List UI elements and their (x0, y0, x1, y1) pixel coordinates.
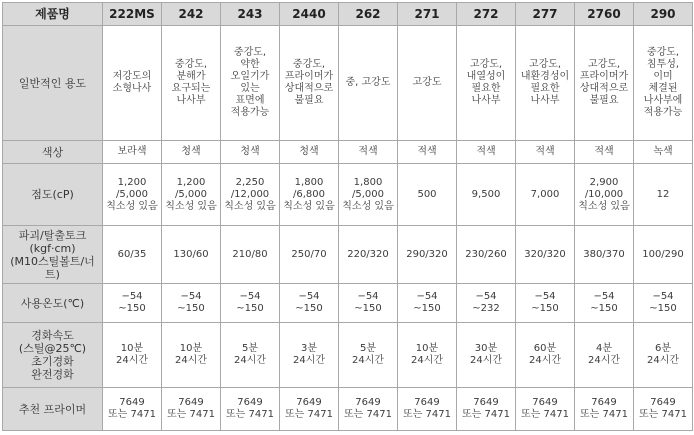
table-cell: 60/35 (103, 226, 162, 284)
table-cell: 중강도, 침투성, 이미 체결된 나사부에 적용가능 (634, 26, 693, 141)
table-cell: 30분 24시간 (457, 322, 516, 388)
table-cell: 중강도, 프라이머가 상대적으로 불필요 (280, 26, 339, 141)
table-cell: 1,800 /5,000 칙소성 있음 (339, 164, 398, 226)
table-cell: 1,800 /6,800 칙소성 있음 (280, 164, 339, 226)
table-cell: −54 ~150 (398, 284, 457, 322)
table-cell: 청색 (162, 141, 221, 164)
product-column-header: 262 (339, 3, 398, 26)
table-cell: 중강도, 분해가 요구되는 나사부 (162, 26, 221, 141)
table-cell: 중강도, 약한 오일기가 있는 표면에 적용가능 (221, 26, 280, 141)
table-cell: 100/290 (634, 226, 693, 284)
table-row-primer (3, 388, 693, 431)
table-cell: −54 ~150 (162, 284, 221, 322)
product-column-header: 2760 (575, 3, 634, 26)
table-cell: 녹색 (634, 141, 693, 164)
table-cell: 고강도, 내열성이 필요한 나사부 (457, 26, 516, 141)
table-cell: 380/370 (575, 226, 634, 284)
table-cell: 7,000 (516, 164, 575, 226)
table-cell: 5분 24시간 (339, 322, 398, 388)
table-cell: 적색 (575, 141, 634, 164)
table-cell: −54 ~232 (457, 284, 516, 322)
table-cell: 5분 24시간 (221, 322, 280, 388)
table-cell: 적색 (457, 141, 516, 164)
table-cell: 9,500 (457, 164, 516, 226)
table-cell: 청색 (280, 141, 339, 164)
table-cell: 290/320 (398, 226, 457, 284)
table-cell: 7649 또는 7471 (634, 388, 693, 431)
table-cell: 적색 (516, 141, 575, 164)
table-row-usage (3, 26, 693, 141)
product-column-header: 222MS (103, 3, 162, 26)
product-column-header: 272 (457, 3, 516, 26)
product-column-header: 290 (634, 3, 693, 26)
table-cell: 500 (398, 164, 457, 226)
table-cell: −54 ~150 (103, 284, 162, 322)
table-cell: 7649 또는 7471 (162, 388, 221, 431)
table-cell: 2,250 /12,000 칙소성 있음 (221, 164, 280, 226)
table-cell: 6분 24시간 (634, 322, 693, 388)
product-column-header: 243 (221, 3, 280, 26)
table-cell: −54 ~150 (575, 284, 634, 322)
table-cell: 고강도 (398, 26, 457, 141)
table-cell: 청색 (221, 141, 280, 164)
table-cell: 7649 또는 7471 (103, 388, 162, 431)
table-cell: 7649 또는 7471 (398, 388, 457, 431)
table-cell: 230/260 (457, 226, 516, 284)
row-label-color: 색상 (3, 141, 103, 164)
table-cell: 4분 24시간 (575, 322, 634, 388)
table-cell: 12 (634, 164, 693, 226)
row-label-usage: 일반적인 용도 (3, 26, 103, 141)
table-row-color (3, 141, 693, 164)
table-cell: −54 ~150 (339, 284, 398, 322)
product-column-header: 277 (516, 3, 575, 26)
product-column-header: 2440 (280, 3, 339, 26)
table-cell: 7649 또는 7471 (457, 388, 516, 431)
table-cell: 7649 또는 7471 (221, 388, 280, 431)
table-cell: 320/320 (516, 226, 575, 284)
row-label-viscosity: 점도(cP) (3, 164, 103, 226)
row-label-primer: 추천 프라이머 (3, 388, 103, 431)
product-column-header: 271 (398, 3, 457, 26)
table-cell: 10분 24시간 (103, 322, 162, 388)
table-row-temperature (3, 284, 693, 322)
table-cell: 7649 또는 7471 (575, 388, 634, 431)
table-cell: 고강도, 프라이머가 상대적으로 불필요 (575, 26, 634, 141)
table-row-torque (3, 226, 693, 284)
row-label-torque: 파괴/탈출토크(kgf·cm) (M10스틸볼트/너트) (3, 226, 103, 284)
table-cell: 보라색 (103, 141, 162, 164)
table-cell: 60분 24시간 (516, 322, 575, 388)
table-cell: 250/70 (280, 226, 339, 284)
table-row-cure (3, 322, 693, 388)
table-cell: 130/60 (162, 226, 221, 284)
row-label-cure: 경화속도 (스틸@25℃) 초기경화 완전경화 (3, 322, 103, 388)
table-row-viscosity (3, 164, 693, 226)
table-cell: 중, 고강도 (339, 26, 398, 141)
product-name-header: 제품명 (3, 3, 103, 26)
table-cell: 고강도, 내환경성이 필요한 나사부 (516, 26, 575, 141)
table-cell: 220/320 (339, 226, 398, 284)
table-cell: 210/80 (221, 226, 280, 284)
table-cell: 3분 24시간 (280, 322, 339, 388)
table-cell: 7649 또는 7471 (280, 388, 339, 431)
table-cell: 2,900 /10,000 칙소성 있음 (575, 164, 634, 226)
product-spec-table (2, 2, 693, 431)
product-column-header: 242 (162, 3, 221, 26)
table-cell: 10분 24시간 (398, 322, 457, 388)
table-cell: −54 ~150 (634, 284, 693, 322)
table-cell: 적색 (339, 141, 398, 164)
table-cell: 적색 (398, 141, 457, 164)
table-cell: 7649 또는 7471 (339, 388, 398, 431)
table-cell: −54 ~150 (516, 284, 575, 322)
row-label-temperature: 사용온도(℃) (3, 284, 103, 322)
table-cell: −54 ~150 (221, 284, 280, 322)
header-row (3, 3, 693, 26)
table-cell: 저강도의 소형나사 (103, 26, 162, 141)
table-cell: 1,200 /5,000 칙소성 있음 (103, 164, 162, 226)
table-cell: 10분 24시간 (162, 322, 221, 388)
table-cell: 7649 또는 7471 (516, 388, 575, 431)
spec-table-container (2, 2, 692, 431)
table-cell: 1,200 /5,000 칙소성 있음 (162, 164, 221, 226)
table-cell: −54 ~150 (280, 284, 339, 322)
